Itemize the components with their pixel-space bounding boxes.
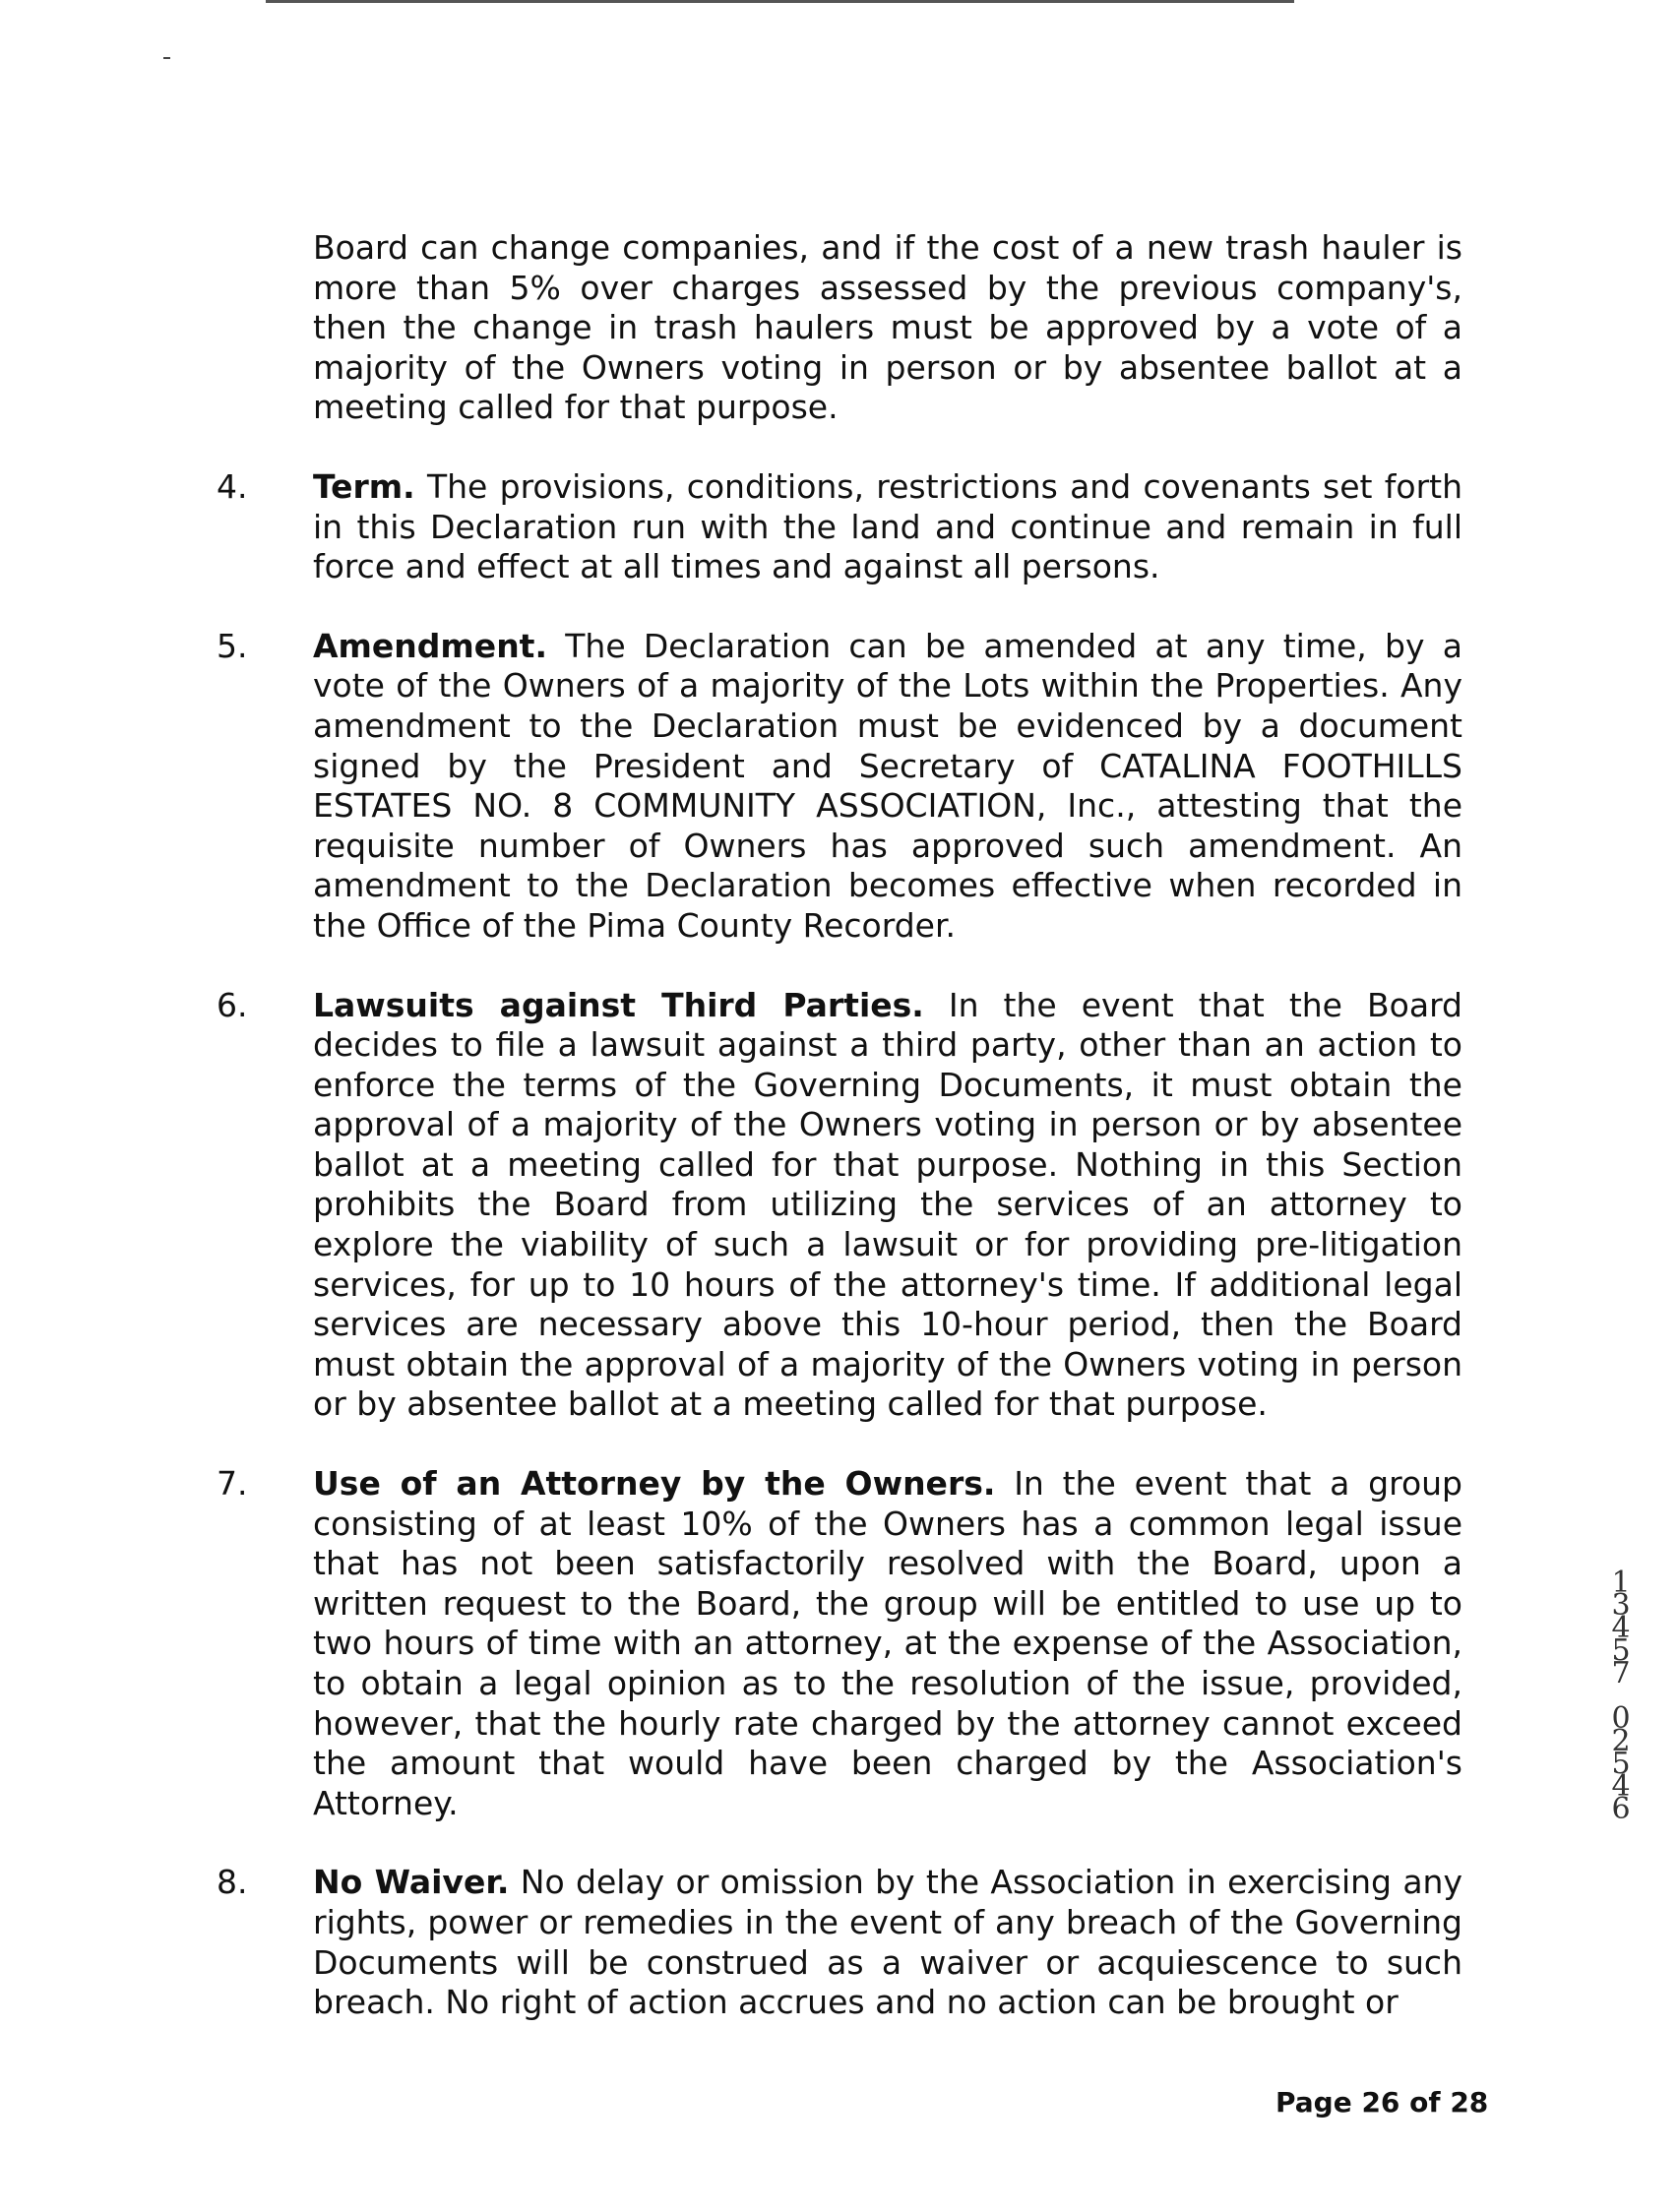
section-paragraph (313, 1863, 1462, 2022)
section-title: No Waiver. (313, 1863, 510, 1902)
section-title: Lawsuits against Third Parties. (313, 985, 924, 1024)
recording-stamp-number (1606, 1566, 1636, 1826)
document-body (217, 228, 1463, 2023)
scan-top-rule (266, 0, 1294, 3)
section-paragraph (313, 467, 1462, 587)
stamp-number-part: 13457 (1611, 1566, 1631, 1690)
section-8-no-waiver (217, 1863, 1462, 2022)
section-7-attorney (217, 1464, 1462, 1823)
section-number: 8. (217, 1863, 248, 1902)
section-5-amendment (217, 626, 1462, 947)
section-6-lawsuits (217, 985, 1463, 1426)
section-body: In the event that a group consisting of at least 10% of the Owners has a common legal issue that has not been satisfactorily resolved with the Board, upon a written request to the Board, the group will be entitled to use up to two hours of time with an attorney, at the expense of the Association, to obtain a legal opinion as to the resolution of the issue, provided, however, that the hourly rate charged by the attorney cannot exceed the amount that would have been charged by the Association's Attorney. (313, 1464, 1462, 1822)
page-number: Page 26 of 28 (1275, 2086, 1489, 2119)
section-paragraph (313, 627, 1462, 947)
section-title: Term. (313, 466, 415, 506)
stamp-number-part: 02546 (1611, 1701, 1631, 1826)
section-body: The provisions, conditions, restrictions and covenants set forth in this Declaration run with the land and continue and remain in full force and effect at all times and against all persons. (313, 466, 1462, 586)
intro-paragraph: Board can change companies, and if the cost of a new trash hauler is more than 5% over charges assessed by the previous company's, then the change in trash haulers must be approved by a vote of a majority of the Owners voting in person or by absentee ballot at a meeting called for that purpose. (313, 228, 1462, 427)
section-number: 6. (217, 985, 248, 1024)
section-paragraph (313, 1464, 1462, 1823)
section-paragraph (313, 986, 1462, 1426)
section-body: No delay or omission by the Association in exercising any rights, power or remedies in the event of any breach of the Governing Documents will be construed as a waiver or acquiescence to such breach. No right of action accrues and no action can be brought or (313, 1863, 1462, 2022)
scan-mark (163, 57, 170, 59)
section-body: The Declaration can be amended at any time, by a vote of the Owners of a majority of the Lots within the Properties. Any amendment to the Declaration must be evidenced by a document signed by the President and Secretary of CATALINA FOOTHILLS ESTATES NO. 8 COMMUNITY ASSOCIATION, Inc., attesting that the requisite number of Owners has approved such amendment. An amendment to the Declaration becomes effective when recorded in the Office of the Pima County Recorder. (313, 626, 1462, 945)
section-number: 7. (217, 1464, 248, 1504)
section-title: Use of an Attorney by the Owners. (313, 1464, 996, 1504)
section-number: 4. (217, 466, 248, 506)
section-number: 5. (217, 626, 248, 665)
section-4-term (217, 466, 1462, 587)
section-body: In the event that the Board decides to file a lawsuit against a third party, other than an action to enforce the terms of the Governing Documents, it must obtain the approval of a majority of the Owners voting in person or by absentee ballot at a meeting called for that purpose. Nothing in this Section prohibits the Board from utilizing the services of an attorney to explore the viability of such a lawsuit or for providing pre-litigation services, for up to 10 hours of the attorney's time. If additional legal services are necessary above this 10-hour period, then the Board must obtain the approval of a majority of the Owners voting in person or by absentee ballot at a meeting called for that purpose. (313, 985, 1463, 1424)
section-title: Amendment. (313, 626, 547, 665)
